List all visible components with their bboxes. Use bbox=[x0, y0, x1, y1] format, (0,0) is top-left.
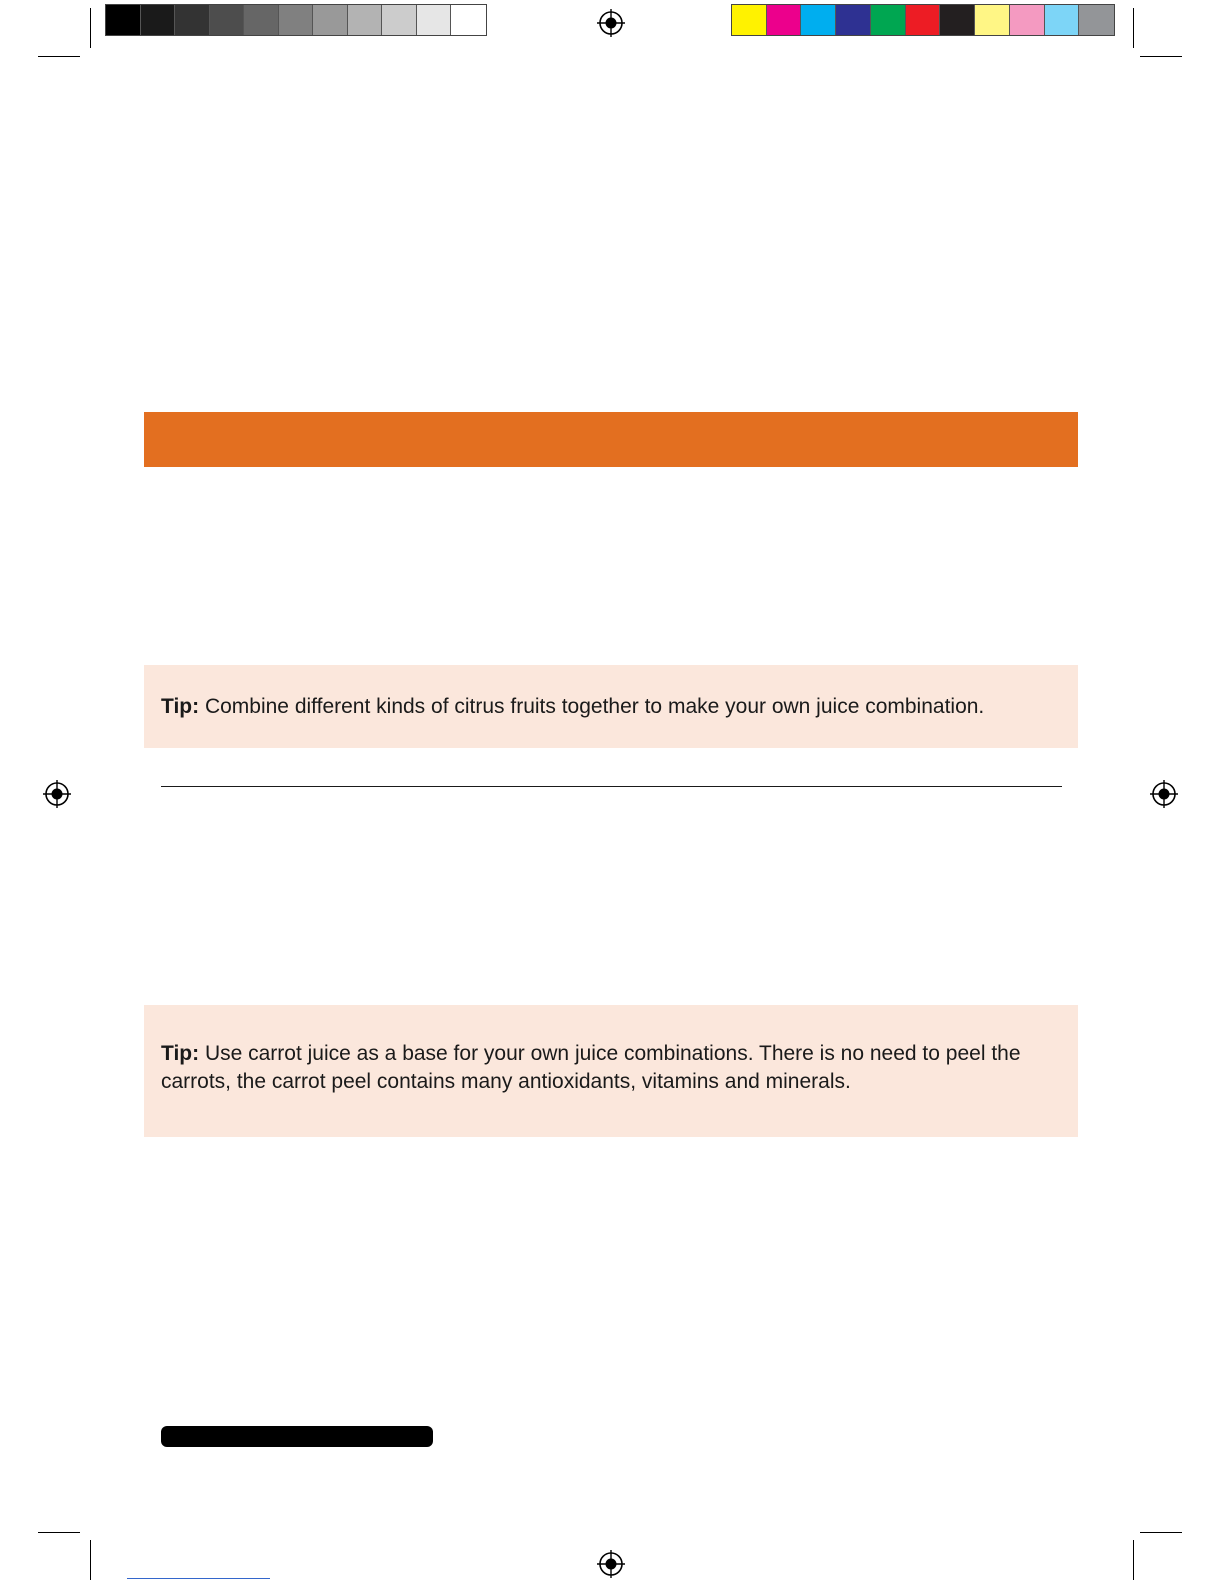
crop-mark bbox=[90, 8, 91, 48]
crop-mark bbox=[1140, 56, 1182, 57]
grayscale-swatch bbox=[417, 5, 452, 35]
grayscale-swatch bbox=[106, 5, 141, 35]
crop-mark bbox=[1133, 8, 1134, 48]
crop-mark bbox=[38, 1532, 80, 1533]
process-color-bar bbox=[731, 4, 1115, 36]
process-color-swatch bbox=[767, 5, 802, 35]
process-color-swatch bbox=[1079, 5, 1114, 35]
section-header-band bbox=[144, 412, 1078, 467]
crop-mark bbox=[90, 1540, 91, 1580]
grayscale-swatch bbox=[313, 5, 348, 35]
grayscale-swatch bbox=[244, 5, 279, 35]
registration-mark-icon bbox=[43, 780, 71, 808]
process-color-swatch bbox=[871, 5, 906, 35]
grayscale-swatch bbox=[210, 5, 245, 35]
process-color-swatch bbox=[1010, 5, 1045, 35]
footer-marker-bar bbox=[161, 1426, 433, 1447]
grayscale-swatch bbox=[451, 5, 486, 35]
process-color-swatch bbox=[1045, 5, 1080, 35]
registration-mark-icon bbox=[597, 1550, 625, 1578]
crop-mark bbox=[38, 56, 80, 57]
grayscale-swatch bbox=[348, 5, 383, 35]
tip-box bbox=[144, 1005, 1078, 1137]
registration-mark-icon bbox=[597, 9, 625, 37]
process-color-swatch bbox=[940, 5, 975, 35]
process-color-swatch bbox=[906, 5, 941, 35]
process-color-swatch bbox=[836, 5, 871, 35]
bottom-link-line bbox=[127, 1578, 270, 1579]
grayscale-swatch bbox=[141, 5, 176, 35]
process-color-swatch bbox=[732, 5, 767, 35]
tip-label: Tip: bbox=[161, 695, 200, 718]
tip-label: Tip: bbox=[161, 1042, 200, 1065]
grayscale-swatch bbox=[279, 5, 314, 35]
process-color-swatch bbox=[801, 5, 836, 35]
grayscale-swatch bbox=[382, 5, 417, 35]
divider bbox=[161, 786, 1062, 787]
registration-mark-icon bbox=[1150, 780, 1178, 808]
grayscale-swatch bbox=[175, 5, 210, 35]
crop-mark bbox=[1140, 1532, 1182, 1533]
tip-box bbox=[144, 665, 1078, 748]
tip-text: Use carrot juice as a base for your own juice combinations. There is no need to peel the carrots, the carrot peel contains many antioxidants, vitamins and minerals. bbox=[161, 1042, 1021, 1093]
crop-mark bbox=[1133, 1540, 1134, 1580]
process-color-swatch bbox=[975, 5, 1010, 35]
grayscale-color-bar bbox=[105, 4, 487, 36]
tip-text: Combine different kinds of citrus fruits together to make your own juice combination. bbox=[199, 695, 985, 718]
